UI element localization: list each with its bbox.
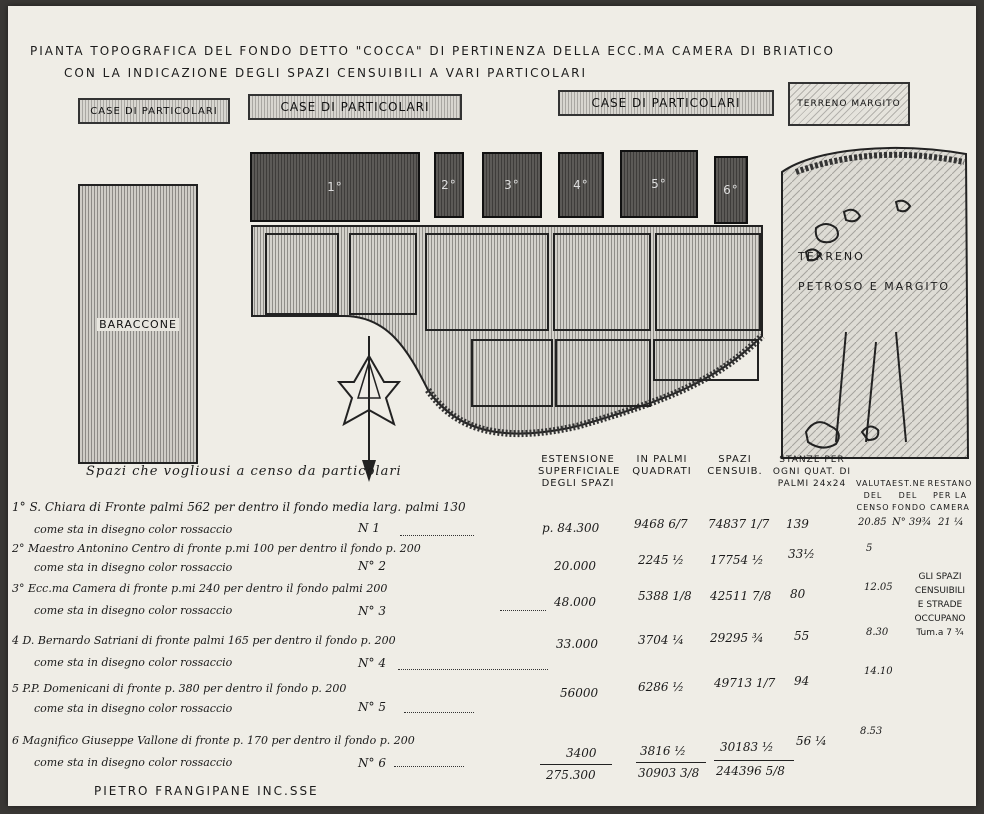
- baraccone-label: BARACCONE: [99, 317, 177, 331]
- row-3-number: N° 3: [358, 604, 386, 618]
- row-2-description: 2° Maestro Antonino Centro di fronte p.mi 100 per dentro il fondo p. 200: [12, 542, 421, 555]
- petroso-label: PETROSO E MARGITO: [798, 280, 950, 293]
- row-3-valuta: 12.05: [864, 582, 893, 593]
- row-1-restano: 21 ¼: [938, 517, 964, 528]
- title-line-2: CON LA INDICAZIONE DEGLI SPAZI CENSUIBILI A VARI PARTICOLARI: [64, 66, 588, 80]
- row-4-estensione: 33.000: [556, 637, 598, 651]
- header-palmi: IN PALMI QUADRATI: [632, 454, 692, 477]
- row-5-note: come sta in disegno color rossaccio: [34, 702, 233, 715]
- row-1-stanze: 139: [786, 517, 809, 531]
- row-5-number: N° 5: [358, 700, 386, 714]
- row-4-leader: [398, 669, 548, 670]
- row-2-estensione: 20.000: [554, 559, 596, 573]
- row-1-fondo: N° 39¾: [892, 517, 932, 528]
- lot-5: [620, 150, 698, 218]
- total-line-palmi: [636, 762, 706, 763]
- lot-2-label: 2°: [441, 178, 457, 192]
- row-1-note: come sta in disegno color rossaccio: [34, 523, 233, 536]
- row-6-leader: [394, 766, 464, 767]
- lot-2: [434, 152, 464, 218]
- header-restano: RESTANO PER LA CAMERA: [927, 479, 973, 512]
- row-2-palmi: 2245 ½: [638, 553, 684, 567]
- row-2-spazi: 17754 ½: [710, 553, 764, 567]
- row-5-valuta: 14.10: [864, 666, 893, 677]
- row-6-spazi: 30183 ½: [720, 740, 774, 754]
- row-1-leader: [400, 535, 474, 536]
- total-line-spazi: [714, 760, 794, 761]
- section-heading: Spazi che vogliousi a censo da particolari: [86, 464, 402, 479]
- row-5-palmi: 6286 ½: [638, 680, 684, 694]
- side-note-line: GLI SPAZI: [918, 572, 962, 582]
- title-line-1: PIANTA TOPOGRAFICA DEL FONDO DETTO "COCCA" DI PERTINENZA DELLA ECC.MA CAMERA DI BRIATICO: [30, 44, 835, 58]
- terreno-margito-label: TERRENO MARGITO: [788, 82, 910, 126]
- row-4-valuta: 8.30: [866, 627, 889, 638]
- lot-1-label: 1°: [327, 180, 343, 194]
- row-1-spazi: 74837 1/7: [708, 517, 770, 531]
- row-6-estensione: 3400: [566, 746, 597, 760]
- row-1-palmi: 9468 6/7: [634, 517, 688, 531]
- row-2-valuta: 5: [866, 543, 873, 554]
- lot-3-label: 3°: [504, 178, 520, 192]
- row-3-stanze: 80: [790, 587, 806, 601]
- total-estensione: 275.300: [546, 768, 596, 782]
- row-4-description: 4 D. Bernardo Satriani di fronte palmi 165 per dentro il fondo p. 200: [12, 634, 396, 647]
- houses-label-1: CASE DI PARTICOLARI: [78, 98, 230, 124]
- row-1-number: N 1: [358, 521, 380, 535]
- total-line-est: [540, 764, 612, 765]
- row-3-note: come sta in disegno color rossaccio: [34, 604, 233, 617]
- lot-1: [250, 152, 420, 222]
- header-est-fondo: EST.NE DEL FONDO: [892, 479, 927, 512]
- row-2-number: N° 2: [358, 559, 386, 573]
- row-4-note: come sta in disegno color rossaccio: [34, 656, 233, 669]
- lot-4: [558, 152, 604, 218]
- side-note: [906, 570, 974, 640]
- row-4-palmi: 3704 ¼: [638, 633, 684, 647]
- side-note-line: CENSUIBILI: [914, 586, 966, 596]
- row-4-stanze: 55: [794, 629, 810, 643]
- row-2-stanze: 33½: [788, 547, 815, 561]
- row-2-note: come sta in disegno color rossaccio: [34, 561, 233, 574]
- row-3-description: 3° Ecc.ma Camera di fronte p.mi 240 per dentro il fondo palmi 200: [12, 582, 388, 595]
- row-4-spazi: 29295 ¾: [710, 631, 764, 645]
- header-stanze: STANZE PER OGNI QUAT. DI PALMI 24x24: [772, 455, 852, 489]
- row-5-description: 5 P.P. Domenicani di fronte p. 380 per dentro il fondo p. 200: [12, 682, 347, 695]
- terreno-label: TERRENO: [798, 250, 865, 263]
- document-sheet: [8, 6, 976, 806]
- header-estensione: ESTENSIONE SUPERFICIALE DEGLI SPAZI: [538, 454, 621, 489]
- header-valuta: VALUTA DEL CENSO: [856, 479, 893, 512]
- lot-6-label: 6°: [723, 183, 739, 197]
- row-6-number: N° 6: [358, 756, 386, 770]
- side-note-line: E STRADE: [917, 600, 963, 610]
- row-3-estensione: 48.000: [554, 595, 596, 609]
- baraccone-block: [78, 184, 198, 464]
- row-5-leader: [404, 712, 474, 713]
- signature: PIETRO FRANGIPANE INC.SSE: [94, 784, 319, 798]
- side-note-line: Tum.a 7 ¾: [916, 628, 964, 638]
- row-5-stanze: 94: [794, 674, 810, 688]
- row-6-palmi: 3816 ½: [640, 744, 686, 758]
- row-1-description: 1° S. Chiara di Fronte palmi 562 per dentro il fondo media larg. palmi 130: [12, 500, 466, 514]
- total-spazi: 244396 5/8: [716, 764, 785, 778]
- total-palmi: 30903 3/8: [638, 766, 700, 780]
- lot-5-label: 5°: [651, 177, 667, 191]
- row-3-palmi: 5388 1/8: [638, 589, 692, 603]
- row-1-estensione: p. 84.300: [542, 521, 600, 535]
- header-spazi: SPAZI CENSUIB.: [707, 454, 763, 477]
- row-1-valuta: 20.85: [858, 517, 887, 528]
- row-6-description: 6 Magnifico Giuseppe Vallone di fronte p. 170 per dentro il fondo p. 200: [12, 734, 415, 747]
- row-6-valuta: 8.53: [860, 726, 883, 737]
- houses-label-3: CASE DI PARTICOLARI: [558, 90, 774, 116]
- row-6-stanze: 56 ¼: [796, 734, 827, 748]
- lot-3: [482, 152, 542, 218]
- terreno-petroso-drawing: [776, 142, 970, 462]
- lot-6: [714, 156, 748, 224]
- open-fields-drawing: [248, 220, 768, 456]
- row-3-leader: [500, 610, 546, 611]
- row-6-note: come sta in disegno color rossaccio: [34, 756, 233, 769]
- side-note-line: OCCUPANO: [914, 614, 966, 624]
- lot-4-label: 4°: [573, 178, 589, 192]
- row-4-number: N° 4: [358, 656, 386, 670]
- houses-label-2: CASE DI PARTICOLARI: [248, 94, 462, 120]
- row-5-estensione: 56000: [560, 686, 599, 700]
- row-3-spazi: 42511 7/8: [710, 589, 772, 603]
- row-5-spazi: 49713 1/7: [714, 676, 776, 690]
